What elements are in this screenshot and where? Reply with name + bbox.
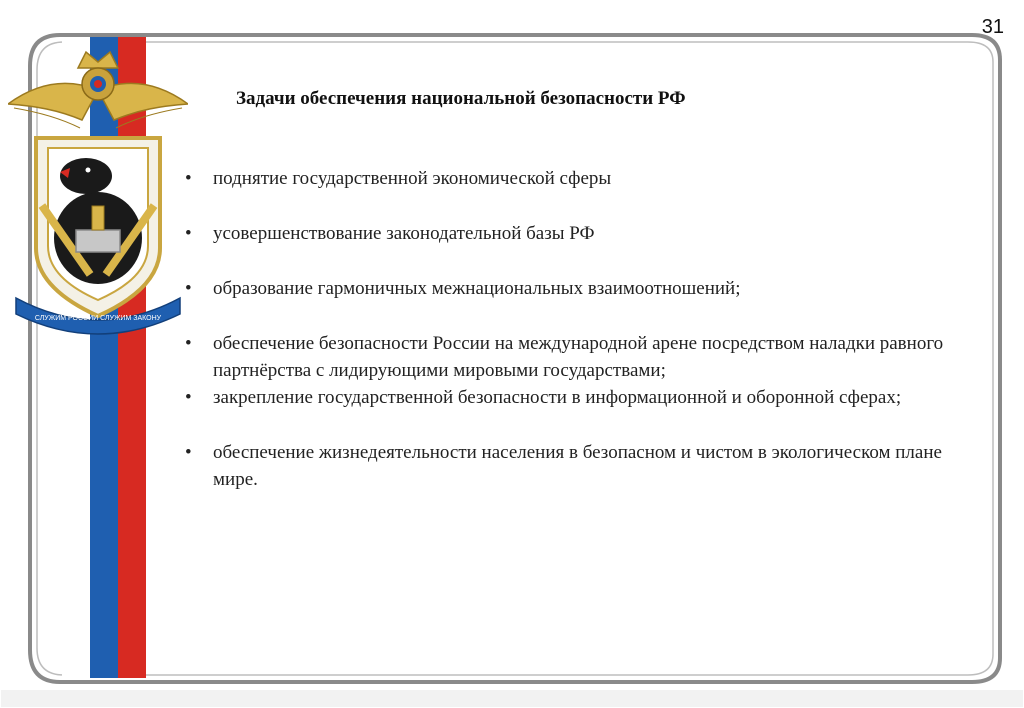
list-item <box>185 330 975 384</box>
list-item <box>185 275 975 302</box>
page-title: Задачи обеспечения национальной безопасности РФ <box>236 88 686 109</box>
bullet-icon: • <box>185 223 192 244</box>
list-item-text: обеспечение жизнедеятельности населения в безопасном и чистом в экологическом плане мире. <box>213 442 942 490</box>
list-item-text: закрепление государственной безопасности в информационной и оборонной сферах; <box>213 387 902 408</box>
list-item <box>185 220 975 247</box>
bullet-icon: • <box>185 333 192 354</box>
bullet-icon: • <box>185 442 192 463</box>
page-number: 31 <box>981 16 1004 38</box>
bullet-icon: • <box>185 278 192 299</box>
police-emblem-icon <box>8 48 188 338</box>
bullet-icon: • <box>185 168 192 189</box>
list-item-text: обеспечение безопасности России на международной арене посредством наладки равного партнёрства с лидирующими мировыми государствами; <box>213 333 944 381</box>
bullet-icon: • <box>185 387 192 408</box>
list-item <box>185 439 975 493</box>
list-item-text: поднятие государственной экономической сферы <box>213 168 612 189</box>
task-list <box>185 165 975 493</box>
list-item-text: усовершенствование законодательной базы РФ <box>213 223 595 244</box>
svg-text:СЛУЖИМ РОССИИ СЛУЖИМ ЗАКОНУ: СЛУЖИМ РОССИИ СЛУЖИМ ЗАКОНУ <box>34 315 162 322</box>
list-item <box>185 165 975 192</box>
list-item <box>185 384 975 411</box>
list-item-text: образование гармоничных межнациональных взаимоотношений; <box>213 278 741 299</box>
